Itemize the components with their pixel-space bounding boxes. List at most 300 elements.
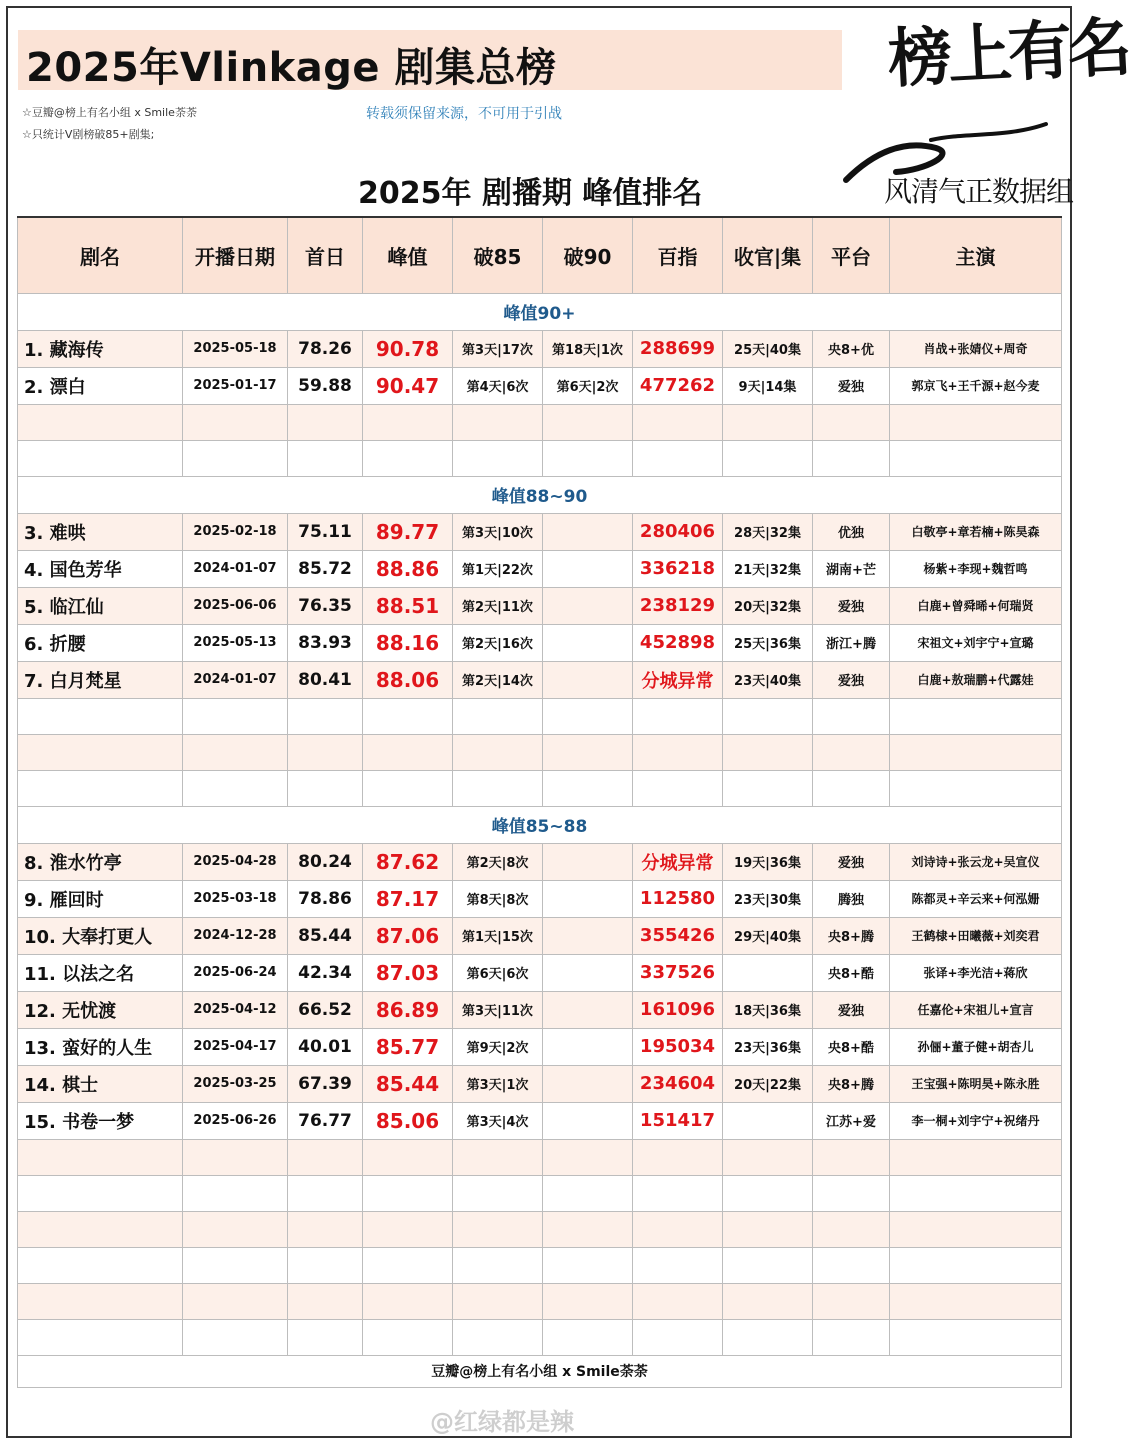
empty-cell xyxy=(890,770,1062,806)
empty-cell xyxy=(543,1283,633,1319)
empty-cell xyxy=(813,734,890,770)
empty-cell xyxy=(890,1211,1062,1247)
cell-first: 40.01 xyxy=(288,1028,363,1065)
empty-cell xyxy=(453,1211,543,1247)
empty-cell xyxy=(543,698,633,734)
cell-date: 2024-01-07 xyxy=(183,550,288,587)
empty-cell xyxy=(183,1139,288,1175)
cell-peak: 87.17 xyxy=(363,880,453,917)
cell-platform: 腾独 xyxy=(813,880,890,917)
empty-row xyxy=(18,1139,1062,1175)
cell-cast: 陈都灵+辛云来+何泓姗 xyxy=(890,880,1062,917)
cell-date: 2025-02-18 xyxy=(183,513,288,550)
empty-cell xyxy=(723,440,813,476)
section-label: 峰值88~90 xyxy=(18,476,1062,513)
cell-b85: 第9天|2次 xyxy=(453,1028,543,1065)
section-header-row xyxy=(18,293,1062,330)
empty-cell xyxy=(543,1247,633,1283)
cell-platform: 爱独 xyxy=(813,843,890,880)
cell-b90 xyxy=(543,1028,633,1065)
empty-cell xyxy=(813,1175,890,1211)
cell-name: 3. 难哄 xyxy=(18,513,183,550)
empty-cell xyxy=(363,404,453,440)
repost-notice: 转载须保留来源，不可用于引战 xyxy=(366,106,562,122)
empty-cell xyxy=(723,1319,813,1355)
cell-b85: 第3天|4次 xyxy=(453,1102,543,1139)
cell-b90 xyxy=(543,513,633,550)
cell-first: 59.88 xyxy=(288,367,363,404)
table-row xyxy=(18,917,1062,954)
cell-date: 2025-06-24 xyxy=(183,954,288,991)
table-row xyxy=(18,954,1062,991)
cell-cast: 李一桐+刘宇宁+祝绪丹 xyxy=(890,1102,1062,1139)
empty-cell xyxy=(723,698,813,734)
cell-peak: 88.51 xyxy=(363,587,453,624)
cell-name: 14. 棋士 xyxy=(18,1065,183,1102)
empty-cell xyxy=(288,404,363,440)
empty-cell xyxy=(890,1139,1062,1175)
column-header: 百指 xyxy=(633,217,723,293)
cell-date: 2024-12-28 xyxy=(183,917,288,954)
cell-first: 75.11 xyxy=(288,513,363,550)
empty-cell xyxy=(288,734,363,770)
empty-cell xyxy=(18,698,183,734)
empty-cell xyxy=(18,770,183,806)
cell-cast: 肖战+张婧仪+周奇 xyxy=(890,330,1062,367)
empty-cell xyxy=(18,1319,183,1355)
cell-baizhi: 161096 xyxy=(633,991,723,1028)
cell-shouguan: 23天|40集 xyxy=(723,661,813,698)
table-title: 2025年 剧播期 峰值排名 xyxy=(358,176,703,211)
empty-cell xyxy=(288,770,363,806)
empty-cell xyxy=(633,440,723,476)
table-row xyxy=(18,1102,1062,1139)
cell-baizhi: 分城异常 xyxy=(633,843,723,880)
empty-cell xyxy=(633,1175,723,1211)
empty-cell xyxy=(890,1283,1062,1319)
cell-cast: 张译+李光洁+蒋欣 xyxy=(890,954,1062,991)
cell-b90 xyxy=(543,550,633,587)
cell-b85: 第2天|14次 xyxy=(453,661,543,698)
cell-shouguan: 25天|40集 xyxy=(723,330,813,367)
empty-cell xyxy=(633,1247,723,1283)
cell-date: 2025-05-18 xyxy=(183,330,288,367)
empty-cell xyxy=(723,1283,813,1319)
cell-baizhi: 337526 xyxy=(633,954,723,991)
empty-cell xyxy=(723,1247,813,1283)
section-header-row xyxy=(18,476,1062,513)
empty-cell xyxy=(363,1139,453,1175)
empty-cell xyxy=(183,1247,288,1283)
empty-cell xyxy=(183,1283,288,1319)
cell-shouguan: 29天|40集 xyxy=(723,917,813,954)
empty-cell xyxy=(890,1247,1062,1283)
cell-shouguan: 23天|36集 xyxy=(723,1028,813,1065)
column-header: 剧名 xyxy=(18,217,183,293)
cell-platform: 江苏+爱 xyxy=(813,1102,890,1139)
cell-shouguan: 20天|32集 xyxy=(723,587,813,624)
empty-cell xyxy=(890,698,1062,734)
cell-first: 66.52 xyxy=(288,991,363,1028)
cell-name: 6. 折腰 xyxy=(18,624,183,661)
cell-cast: 任嘉伦+宋祖儿+宣言 xyxy=(890,991,1062,1028)
section-label: 峰值90+ xyxy=(18,293,1062,330)
empty-cell xyxy=(288,1319,363,1355)
cell-date: 2025-03-25 xyxy=(183,1065,288,1102)
cell-name: 1. 藏海传 xyxy=(18,330,183,367)
ranking-table xyxy=(17,216,1062,1388)
cell-peak: 85.44 xyxy=(363,1065,453,1102)
cell-platform: 央8+腾 xyxy=(813,917,890,954)
cell-first: 80.41 xyxy=(288,661,363,698)
empty-cell xyxy=(633,1319,723,1355)
table-row xyxy=(18,1065,1062,1102)
empty-cell xyxy=(363,698,453,734)
empty-cell xyxy=(453,1175,543,1211)
table-row xyxy=(18,991,1062,1028)
cell-b85: 第3天|17次 xyxy=(453,330,543,367)
cell-name: 7. 白月梵星 xyxy=(18,661,183,698)
cell-date: 2025-04-17 xyxy=(183,1028,288,1065)
cell-date: 2025-05-13 xyxy=(183,624,288,661)
empty-cell xyxy=(890,404,1062,440)
empty-cell xyxy=(363,1211,453,1247)
cell-b85: 第3天|11次 xyxy=(453,991,543,1028)
cell-platform: 央8+酷 xyxy=(813,1028,890,1065)
cell-b85: 第3天|10次 xyxy=(453,513,543,550)
empty-cell xyxy=(633,1283,723,1319)
empty-cell xyxy=(288,440,363,476)
empty-cell xyxy=(18,1283,183,1319)
cell-b90 xyxy=(543,917,633,954)
footer-credit: 豆瓣@榜上有名小组 x Smile荼荼 xyxy=(18,1355,1062,1387)
cell-cast: 王鹤棣+田曦薇+刘奕君 xyxy=(890,917,1062,954)
cell-baizhi: 151417 xyxy=(633,1102,723,1139)
cell-cast: 孙俪+董子健+胡杏儿 xyxy=(890,1028,1062,1065)
cell-platform: 浙江+腾 xyxy=(813,624,890,661)
empty-cell xyxy=(453,734,543,770)
cell-name: 8. 淮水竹亭 xyxy=(18,843,183,880)
cell-name: 15. 书卷一梦 xyxy=(18,1102,183,1139)
cell-peak: 88.06 xyxy=(363,661,453,698)
empty-cell xyxy=(453,440,543,476)
column-header: 主演 xyxy=(890,217,1062,293)
cell-cast: 白鹿+敖瑞鹏+代露娃 xyxy=(890,661,1062,698)
weibo-watermark: @红绿都是辣 xyxy=(430,1408,574,1436)
empty-cell xyxy=(363,1319,453,1355)
column-header: 收官|集 xyxy=(723,217,813,293)
cell-b90: 第6天|2次 xyxy=(543,367,633,404)
cell-name: 13. 蛮好的人生 xyxy=(18,1028,183,1065)
cell-first: 78.26 xyxy=(288,330,363,367)
cell-b90 xyxy=(543,843,633,880)
cell-b85: 第3天|1次 xyxy=(453,1065,543,1102)
cell-shouguan: 9天|14集 xyxy=(723,367,813,404)
empty-cell xyxy=(18,734,183,770)
empty-row xyxy=(18,1319,1062,1355)
empty-cell xyxy=(543,440,633,476)
cell-first: 85.72 xyxy=(288,550,363,587)
cell-baizhi: 分城异常 xyxy=(633,661,723,698)
empty-cell xyxy=(543,1139,633,1175)
cell-date: 2025-01-17 xyxy=(183,367,288,404)
empty-cell xyxy=(453,698,543,734)
empty-cell xyxy=(813,1319,890,1355)
cell-shouguan: 23天|30集 xyxy=(723,880,813,917)
cell-baizhi: 195034 xyxy=(633,1028,723,1065)
cell-cast: 白敬亭+章若楠+陈昊森 xyxy=(890,513,1062,550)
cell-b85: 第2天|11次 xyxy=(453,587,543,624)
empty-cell xyxy=(813,1283,890,1319)
empty-cell xyxy=(183,404,288,440)
cell-date: 2025-06-06 xyxy=(183,587,288,624)
cell-shouguan: 18天|36集 xyxy=(723,991,813,1028)
cell-peak: 85.06 xyxy=(363,1102,453,1139)
cell-peak: 88.16 xyxy=(363,624,453,661)
cell-peak: 85.77 xyxy=(363,1028,453,1065)
group-logo xyxy=(836,9,1130,216)
empty-cell xyxy=(453,1139,543,1175)
empty-cell xyxy=(183,1175,288,1211)
empty-cell xyxy=(813,698,890,734)
empty-row xyxy=(18,734,1062,770)
table-row xyxy=(18,367,1062,404)
table-row xyxy=(18,843,1062,880)
empty-row xyxy=(18,1175,1062,1211)
cell-b90 xyxy=(543,1102,633,1139)
cell-b85: 第2天|16次 xyxy=(453,624,543,661)
empty-cell xyxy=(813,1211,890,1247)
cell-platform: 央8+腾 xyxy=(813,1065,890,1102)
cell-shouguan: 25天|36集 xyxy=(723,624,813,661)
empty-cell xyxy=(183,770,288,806)
empty-cell xyxy=(723,770,813,806)
cell-b85: 第4天|6次 xyxy=(453,367,543,404)
cell-shouguan xyxy=(723,954,813,991)
logo-subtitle: 风清气正数据组 xyxy=(884,175,1074,208)
cell-baizhi: 234604 xyxy=(633,1065,723,1102)
cell-peak: 87.03 xyxy=(363,954,453,991)
cell-platform: 央8+优 xyxy=(813,330,890,367)
cell-b90 xyxy=(543,1065,633,1102)
cell-peak: 87.06 xyxy=(363,917,453,954)
empty-cell xyxy=(633,1139,723,1175)
empty-cell xyxy=(288,1247,363,1283)
cell-peak: 90.78 xyxy=(363,330,453,367)
cell-b85: 第8天|8次 xyxy=(453,880,543,917)
cell-first: 83.93 xyxy=(288,624,363,661)
cell-first: 67.39 xyxy=(288,1065,363,1102)
column-header: 平台 xyxy=(813,217,890,293)
empty-cell xyxy=(723,1211,813,1247)
cell-b85: 第1天|15次 xyxy=(453,917,543,954)
empty-cell xyxy=(543,734,633,770)
cell-baizhi: 336218 xyxy=(633,550,723,587)
cell-peak: 90.47 xyxy=(363,367,453,404)
empty-cell xyxy=(183,440,288,476)
empty-cell xyxy=(543,404,633,440)
empty-row xyxy=(18,1247,1062,1283)
source-note: ☆豆瓣@榜上有名小组 x Smile荼荼 xyxy=(22,106,197,119)
empty-cell xyxy=(543,770,633,806)
empty-cell xyxy=(363,440,453,476)
empty-cell xyxy=(723,734,813,770)
cell-b90 xyxy=(543,587,633,624)
empty-cell xyxy=(633,734,723,770)
empty-cell xyxy=(633,404,723,440)
cell-name: 9. 雁回时 xyxy=(18,880,183,917)
empty-cell xyxy=(18,440,183,476)
column-header: 破90 xyxy=(543,217,633,293)
table-row xyxy=(18,624,1062,661)
cell-shouguan: 19天|36集 xyxy=(723,843,813,880)
cell-baizhi: 355426 xyxy=(633,917,723,954)
empty-cell xyxy=(183,1319,288,1355)
empty-cell xyxy=(633,1211,723,1247)
empty-cell xyxy=(18,1175,183,1211)
cell-name: 4. 国色芳华 xyxy=(18,550,183,587)
cell-name: 5. 临江仙 xyxy=(18,587,183,624)
empty-cell xyxy=(18,1139,183,1175)
header-row xyxy=(18,217,1062,293)
cell-platform: 央8+酷 xyxy=(813,954,890,991)
empty-row xyxy=(18,404,1062,440)
cell-shouguan xyxy=(723,1102,813,1139)
column-header: 首日 xyxy=(288,217,363,293)
cell-cast: 王宝强+陈明昊+陈永胜 xyxy=(890,1065,1062,1102)
cell-date: 2025-04-28 xyxy=(183,843,288,880)
cell-first: 42.34 xyxy=(288,954,363,991)
empty-cell xyxy=(288,1283,363,1319)
empty-cell xyxy=(723,1139,813,1175)
cell-baizhi: 477262 xyxy=(633,367,723,404)
empty-cell xyxy=(813,1139,890,1175)
empty-row xyxy=(18,1211,1062,1247)
empty-cell xyxy=(363,734,453,770)
table-row xyxy=(18,1028,1062,1065)
cell-b90 xyxy=(543,991,633,1028)
empty-cell xyxy=(543,1175,633,1211)
empty-cell xyxy=(813,1247,890,1283)
empty-cell xyxy=(890,1319,1062,1355)
table-row xyxy=(18,513,1062,550)
empty-cell xyxy=(183,734,288,770)
cell-peak: 87.62 xyxy=(363,843,453,880)
cell-first: 78.86 xyxy=(288,880,363,917)
table-row xyxy=(18,550,1062,587)
empty-cell xyxy=(543,1211,633,1247)
empty-cell xyxy=(183,1211,288,1247)
table-row xyxy=(18,587,1062,624)
cell-shouguan: 28天|32集 xyxy=(723,513,813,550)
empty-cell xyxy=(543,1319,633,1355)
cell-b85: 第1天|22次 xyxy=(453,550,543,587)
cell-date: 2024-01-07 xyxy=(183,661,288,698)
cell-baizhi: 112580 xyxy=(633,880,723,917)
cell-peak: 89.77 xyxy=(363,513,453,550)
empty-row xyxy=(18,770,1062,806)
cell-baizhi: 288699 xyxy=(633,330,723,367)
table-row xyxy=(18,661,1062,698)
empty-cell xyxy=(633,770,723,806)
cell-shouguan: 21天|32集 xyxy=(723,550,813,587)
empty-cell xyxy=(363,1283,453,1319)
empty-cell xyxy=(453,404,543,440)
logo-calligraphy: 榜上有名 xyxy=(886,9,1130,98)
empty-cell xyxy=(633,698,723,734)
empty-cell xyxy=(288,1175,363,1211)
empty-cell xyxy=(183,698,288,734)
cell-cast: 白鹿+曾舜晞+何瑞贤 xyxy=(890,587,1062,624)
cell-cast: 刘诗诗+张云龙+吴宣仪 xyxy=(890,843,1062,880)
column-header: 开播日期 xyxy=(183,217,288,293)
empty-cell xyxy=(288,1211,363,1247)
empty-cell xyxy=(453,1283,543,1319)
column-header: 破85 xyxy=(453,217,543,293)
cell-name: 10. 大奉打更人 xyxy=(18,917,183,954)
empty-cell xyxy=(890,440,1062,476)
cell-b90 xyxy=(543,661,633,698)
empty-cell xyxy=(18,1247,183,1283)
table-row xyxy=(18,880,1062,917)
cell-first: 85.44 xyxy=(288,917,363,954)
empty-row xyxy=(18,440,1062,476)
cell-platform: 爱独 xyxy=(813,587,890,624)
cell-b85: 第2天|8次 xyxy=(453,843,543,880)
cell-peak: 88.86 xyxy=(363,550,453,587)
cell-name: 11. 以法之名 xyxy=(18,954,183,991)
empty-cell xyxy=(890,734,1062,770)
cell-baizhi: 452898 xyxy=(633,624,723,661)
empty-cell xyxy=(723,404,813,440)
column-header: 峰值 xyxy=(363,217,453,293)
cell-cast: 宋祖文+刘宇宁+宣璐 xyxy=(890,624,1062,661)
empty-cell xyxy=(288,1139,363,1175)
empty-cell xyxy=(288,698,363,734)
section-label: 峰值85~88 xyxy=(18,806,1062,843)
cell-cast: 郭京飞+王千源+赵今麦 xyxy=(890,367,1062,404)
empty-cell xyxy=(890,1175,1062,1211)
cell-peak: 86.89 xyxy=(363,991,453,1028)
empty-cell xyxy=(813,404,890,440)
cell-cast: 杨紫+李现+魏哲鸣 xyxy=(890,550,1062,587)
cell-platform: 爱独 xyxy=(813,367,890,404)
cell-first: 76.35 xyxy=(288,587,363,624)
empty-cell xyxy=(453,770,543,806)
empty-cell xyxy=(363,1247,453,1283)
cell-name: 12. 无忧渡 xyxy=(18,991,183,1028)
cell-b90: 第18天|1次 xyxy=(543,330,633,367)
empty-cell xyxy=(453,1247,543,1283)
empty-row xyxy=(18,698,1062,734)
empty-cell xyxy=(813,440,890,476)
empty-cell xyxy=(813,770,890,806)
cell-platform: 爱独 xyxy=(813,991,890,1028)
empty-cell xyxy=(18,1211,183,1247)
scope-note: ☆只统计V剧榜破85+剧集; xyxy=(22,128,155,141)
cell-date: 2025-06-26 xyxy=(183,1102,288,1139)
cell-b85: 第6天|6次 xyxy=(453,954,543,991)
cell-baizhi: 280406 xyxy=(633,513,723,550)
page-title: 2025年Vlinkage 剧集总榜 xyxy=(26,45,557,91)
empty-cell xyxy=(723,1175,813,1211)
cell-first: 80.24 xyxy=(288,843,363,880)
cell-platform: 湖南+芒 xyxy=(813,550,890,587)
cell-b90 xyxy=(543,880,633,917)
cell-platform: 优独 xyxy=(813,513,890,550)
empty-cell xyxy=(363,1175,453,1211)
cell-shouguan: 20天|22集 xyxy=(723,1065,813,1102)
